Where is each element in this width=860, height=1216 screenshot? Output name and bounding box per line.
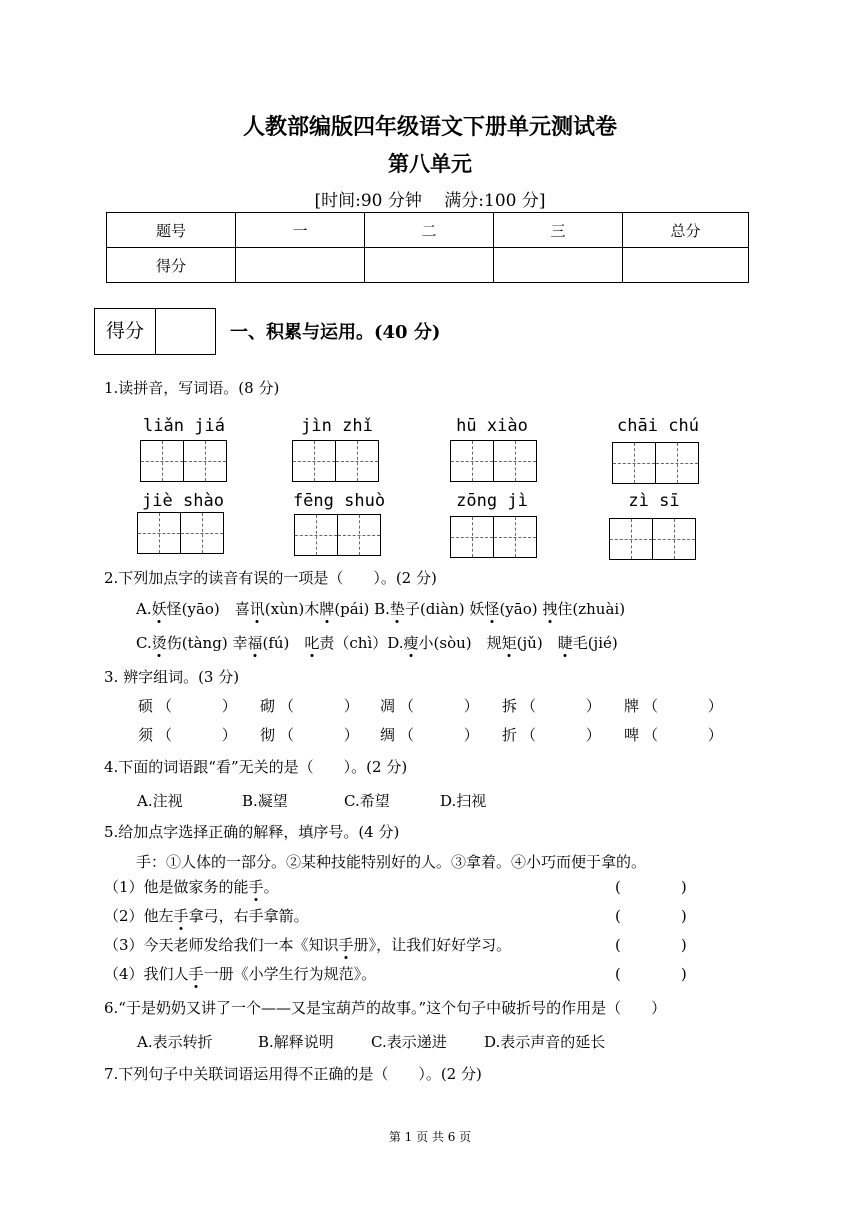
grid-cell[interactable] — [450, 440, 494, 482]
question-2-title: 2.下列加点字的读音有误的一项是（ ）。(2 分) — [104, 569, 437, 587]
writing-grid[interactable] — [294, 514, 379, 556]
sub-question — [104, 934, 511, 955]
char-label: 折 — [502, 726, 518, 744]
dotted-char: 睫 — [557, 634, 573, 652]
pinyin-label: zì sī — [628, 491, 680, 511]
option-text: (pái) — [334, 600, 370, 618]
sub-question — [104, 876, 279, 897]
option-letter: D. — [387, 634, 404, 652]
score-input-cell[interactable] — [236, 248, 365, 283]
sub-question-text: 一册《小学生行为规范》。 — [203, 965, 377, 983]
option-b[interactable]: B.凝望 — [242, 792, 288, 810]
question-5-title: 5.给加点字选择正确的解释，填序号。(4 分) — [104, 823, 400, 841]
dotted-char: 叱 — [304, 634, 320, 652]
option-text: 小(sòu) 规 — [418, 634, 502, 652]
grid-cell[interactable] — [337, 514, 381, 556]
char-label: 啤 — [624, 726, 640, 744]
option-letter: A. — [136, 600, 152, 618]
sub-question-text: 册》，让我们好好学习。 — [353, 936, 512, 954]
char-label: 须 — [138, 726, 154, 744]
grid-cell[interactable] — [609, 518, 653, 560]
grid-cell[interactable] — [335, 440, 379, 482]
dotted-char: 烫 — [151, 634, 167, 652]
char-label: 砌 — [260, 697, 276, 715]
option-c[interactable]: C.希望 — [344, 792, 390, 810]
option-text: (fú) — [262, 634, 305, 652]
score-header-cell: 二 — [365, 213, 494, 248]
grid-cell[interactable] — [655, 442, 699, 484]
answer-blank[interactable]: （ ） — [643, 697, 723, 715]
option-letter: C. — [136, 634, 152, 652]
option-c[interactable]: C.表示递进 — [371, 1033, 447, 1051]
option-text: 伤(tàng) 幸 — [166, 634, 248, 652]
page-footer: 第 1 页 共 6 页 — [388, 1130, 472, 1144]
dotted-char: 拽 — [542, 600, 558, 618]
answer-blank[interactable]: （ ） — [279, 726, 359, 744]
char-label: 凋 — [380, 697, 396, 715]
option-text: 怪(yāo) 喜 — [166, 600, 250, 618]
answer-blank[interactable]: （ ） — [157, 697, 237, 715]
sub-question-text: （2）他左 — [104, 907, 174, 925]
option-text: 毛(jié) — [572, 634, 618, 652]
pinyin-label: jiè shào — [142, 491, 224, 511]
option-text: (yāo) — [499, 600, 543, 618]
sub-question-text: 拿弓，右手拿箭。 — [188, 907, 309, 925]
char-label: 彻 — [260, 726, 276, 744]
dotted-char: 怪 — [484, 600, 500, 618]
pinyin-label: zōng jì — [456, 491, 528, 511]
writing-grid[interactable] — [292, 440, 377, 482]
answer-blank[interactable]: （ ） — [399, 726, 479, 744]
pinyin-label: liǎn jiá — [143, 416, 225, 436]
question-3-title: 3. 辨字组词。(3 分) — [104, 668, 240, 686]
char-label: 硕 — [138, 697, 154, 715]
grid-cell[interactable] — [292, 440, 336, 482]
time-info: [时间:90 分钟 满分:100 分] — [314, 191, 546, 211]
option-a[interactable]: A.表示转折 — [137, 1033, 213, 1051]
answer-blank[interactable]: （ ） — [521, 697, 601, 715]
dotted-char: 讯 — [249, 600, 265, 618]
score-header-cell: 总分 — [623, 213, 749, 248]
grid-cell[interactable] — [137, 512, 181, 554]
grid-cell[interactable] — [652, 518, 696, 560]
answer-blank[interactable]: （ ） — [399, 697, 479, 715]
section-score-box — [94, 308, 216, 355]
sub-question-text: 。 — [263, 878, 279, 896]
option-letter: B. — [369, 600, 390, 618]
grid-cell[interactable] — [450, 516, 494, 558]
dotted-char: 矩 — [501, 634, 517, 652]
char-label: 牌 — [624, 697, 640, 715]
page-title: 人教部编版四年级语文下册单元测试卷 — [242, 114, 617, 140]
grid-cell[interactable] — [294, 514, 338, 556]
question-7-title: 7.下列句子中关联词语运用得不正确的是（ ）。(2 分) — [104, 1065, 482, 1083]
grid-cell[interactable] — [493, 440, 537, 482]
score-header-cell: 三 — [494, 213, 623, 248]
option-text: (jǔ) — [516, 634, 558, 652]
dotted-char: 手 — [188, 965, 204, 983]
dotted-char: 妖 — [151, 600, 167, 618]
score-header-cell: 一 — [236, 213, 365, 248]
pinyin-label: hū xiào — [456, 416, 528, 436]
answer-paren[interactable]: ( ) — [615, 965, 687, 983]
dotted-char: 手 — [248, 878, 264, 896]
grid-cell[interactable] — [493, 516, 537, 558]
sub-question-text: （3）今天老师发给我们一本《知识 — [104, 936, 339, 954]
dotted-char: 手 — [173, 907, 189, 925]
writing-grid[interactable] — [612, 442, 697, 484]
grid-cell[interactable] — [180, 512, 224, 554]
grid-cell[interactable] — [183, 440, 227, 482]
score-table-header-row — [107, 213, 749, 248]
option-d[interactable]: D.扫视 — [440, 792, 487, 810]
section-title: 一、积累与运用。(40 分) — [230, 322, 441, 343]
answer-paren[interactable]: ( ) — [615, 936, 687, 954]
score-header-cell: 题号 — [107, 213, 236, 248]
pinyin-label: chāi chú — [617, 416, 699, 436]
option-text: (xùn)木 — [264, 600, 320, 618]
definition-text: 手：①人体的一部分。②某种技能特别好的人。③拿着。④小巧而便于拿的。 — [136, 853, 647, 871]
score-input-cell[interactable] — [494, 248, 623, 283]
answer-blank[interactable]: （ ） — [643, 726, 723, 744]
question-4-title: 4.下面的词语跟“看”无关的是（ ）。(2 分) — [104, 758, 408, 776]
writing-grid[interactable] — [609, 518, 694, 560]
sub-question-text: （4）我们人 — [104, 965, 189, 983]
dotted-char: 福 — [247, 634, 263, 652]
option-a[interactable]: A.注视 — [137, 792, 183, 810]
question-1-title: 1.读拼音，写词语。(8 分) — [104, 379, 280, 397]
char-label: 拆 — [502, 697, 518, 715]
dotted-char: 瘦 — [403, 634, 419, 652]
writing-grid[interactable] — [450, 440, 535, 482]
option-text: 责（chì） — [319, 634, 388, 652]
question-2-options-line-1 — [136, 598, 625, 619]
answer-paren[interactable]: ( ) — [615, 878, 687, 896]
option-text: 住(zhuài) — [557, 600, 626, 618]
option-b[interactable]: B.解释说明 — [258, 1033, 334, 1051]
answer-blank[interactable]: （ ） — [521, 726, 601, 744]
sub-question — [104, 963, 376, 984]
unit-subtitle: 第八单元 — [388, 151, 472, 176]
question-2-options-line-2 — [136, 632, 618, 653]
answer-paren[interactable]: ( ) — [615, 907, 687, 925]
char-label: 绸 — [380, 726, 396, 744]
writing-grid[interactable] — [450, 516, 535, 558]
writing-grid[interactable] — [137, 512, 222, 554]
pinyin-label: jìn zhǐ — [301, 416, 373, 436]
score-input-cell[interactable] — [365, 248, 494, 283]
score-table-score-row — [107, 248, 749, 283]
score-row-label: 得分 — [107, 248, 236, 283]
grid-cell[interactable] — [612, 442, 656, 484]
sub-question — [104, 905, 309, 926]
question-6-title: 6.“于是奶奶又讲了一个——又是宝葫芦的故事。”这个句子中破折号的作用是（ ） — [104, 999, 667, 1017]
dotted-char: 手 — [338, 936, 354, 954]
answer-blank[interactable]: （ ） — [157, 726, 237, 744]
sub-question-text: （1）他是做家务的能 — [104, 878, 249, 896]
dotted-char: 牌 — [319, 600, 335, 618]
dotted-char: 垫 — [389, 600, 405, 618]
answer-blank[interactable]: （ ） — [279, 697, 359, 715]
section-score-label: 得分 — [95, 309, 156, 354]
option-text: 子(diàn) 妖 — [404, 600, 485, 618]
pinyin-label: fēng shuò — [292, 491, 386, 511]
grid-cell[interactable] — [140, 440, 184, 482]
score-table — [106, 212, 749, 283]
option-d[interactable]: D.表示声音的延长 — [484, 1033, 606, 1051]
score-input-cell[interactable] — [623, 248, 749, 283]
writing-grid[interactable] — [140, 440, 225, 482]
